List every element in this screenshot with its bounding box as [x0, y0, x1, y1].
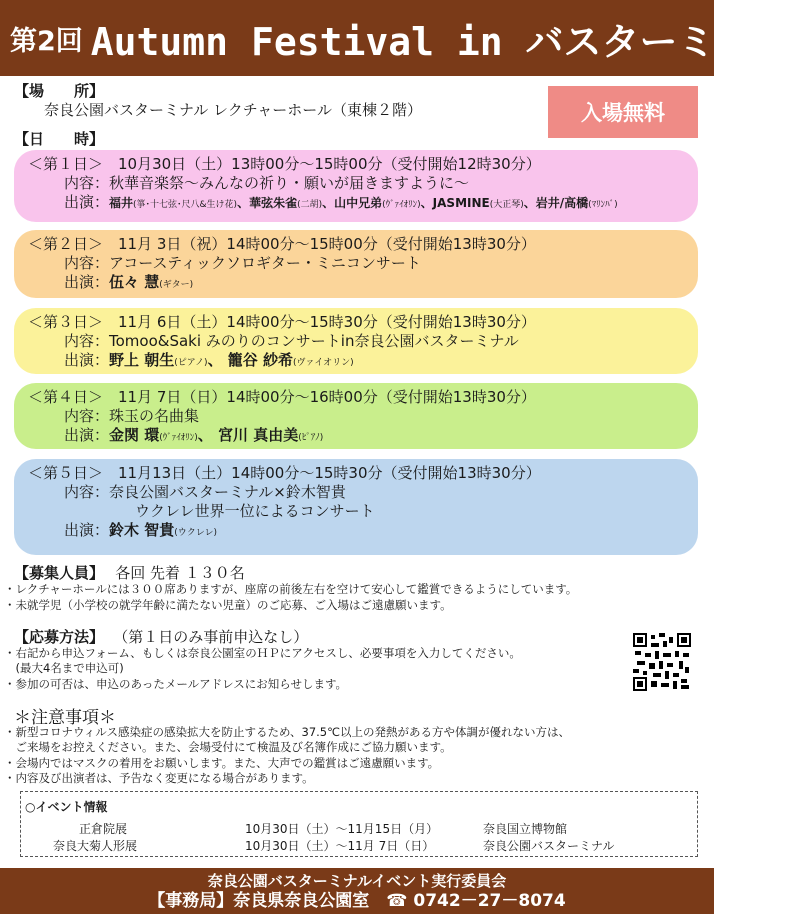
performer-name: 野上 朝生	[109, 351, 175, 369]
caution-note-2: ご来場をお控えください。また、会場受付にて検温及び名簿作成にご協力願います。	[4, 740, 452, 754]
apply-text: （第１日のみ事前申込なし）	[113, 628, 309, 646]
day-block-3	[14, 308, 698, 374]
apply-note-2: (最大4名まで申込可)	[4, 661, 124, 675]
content-text: アコースティックソロギター・ミニコンサート	[109, 254, 421, 272]
caution-note-3: ・会場内ではマスクの着用をお願いします。また、大声での鑑賞はご遠慮願います。	[4, 756, 440, 770]
performer-instrument: (ｳﾞｧｲｵﾘﾝ)	[159, 433, 198, 443]
content-text: 奈良公園バスターミナル×鈴木智貴	[109, 483, 346, 501]
performer-label: 出演：	[64, 273, 110, 291]
apply-note-1: ・右記から申込フォーム、もしくは奈良公園室のＨＰにアクセスし、必要事項を入力してください。	[4, 646, 521, 660]
performer-name: 福井	[109, 196, 134, 210]
caution-note-1: ・新型コロナウィルス感染症の感染拡大を防止するため、37.5℃以上の発熱がある方や体調が優れない方は、	[4, 725, 571, 739]
performer-instrument: (ｳﾞｧｲｵﾘﾝ)	[382, 200, 421, 210]
performer-label: 出演：	[64, 426, 110, 444]
performer-instrument: (ﾏﾘﾝﾊﾞ)	[588, 200, 618, 210]
day-title: ＜第３日＞ 11月 6日（土）14時00分～15時30分（受付開始13時30分）	[28, 313, 536, 331]
performer-name: 、岩井/高橋	[523, 196, 589, 210]
performer-label: 出演：	[64, 193, 110, 211]
caution-label: ＊注意事項＊	[14, 708, 116, 728]
header-title: Autumn Festival in バスターミナル	[90, 19, 790, 64]
performer-name: 鈴木 智貴	[109, 521, 175, 539]
performer-name: 伍々 慧	[109, 273, 160, 291]
performer-instrument: (ピアノ)	[174, 358, 208, 368]
recruit-note-2: ・未就学児（小学校の就学年齢に満たない児童）のご応募、ご入場はご遠慮願います。	[4, 598, 452, 612]
venue-label: 【場 所】	[14, 82, 105, 100]
admission-badge: 入場無料	[548, 86, 698, 138]
apply-note-3: ・参加の可否は、申込のあったメールアドレスにお知らせします。	[4, 677, 348, 691]
event-info-label: ○イベント情報	[25, 800, 108, 814]
performer-instrument: (ギター)	[159, 280, 194, 290]
content-text: 秋華音楽祭～みんなの祈り・願いが届きますように～	[109, 174, 470, 192]
day-block-4	[14, 383, 698, 449]
content-text: Tomoo&Saki みのりのコンサートin奈良公園バスターミナル	[109, 332, 519, 350]
footer-office: 【事務局】奈良県奈良公園室 ☎ 0742－27－8074	[148, 891, 566, 911]
day-block-2	[14, 230, 698, 298]
content-label: 内容：	[64, 407, 110, 425]
recruit-text: 各回 先着 １３０名	[115, 564, 245, 582]
caution-note-4: ・内容及び出演者は、予告なく変更になる場合があります。	[4, 771, 314, 785]
performer-name: 、山中兄弟	[322, 196, 383, 210]
day-block-1	[14, 150, 698, 222]
day-block-5	[14, 459, 698, 555]
content-label: 内容：	[64, 174, 110, 192]
recruit-note-1: ・レクチャーホールには３００席ありますが、座席の前後左右を空けて安心して鑑賞できるようにしています。	[4, 582, 578, 596]
apply-label: 【応募方法】	[14, 628, 105, 646]
performer-instrument: (ヴァイオリン)	[293, 358, 354, 368]
content-text: 珠玉の名曲集	[109, 407, 200, 425]
performer-name: 、 籠谷 紗希	[207, 351, 294, 369]
performer-instrument: (箏･十七弦･尺八&生け花)	[133, 200, 238, 210]
performer-name: 、 宮川 真由美	[197, 426, 299, 444]
event-date-2: 10月30日（土）～11月 7日（日）	[245, 839, 435, 853]
content-label: 内容：	[64, 254, 110, 272]
performer-label: 出演：	[64, 521, 110, 539]
performer-instrument: (ﾋﾟｱﾉ)	[298, 433, 324, 443]
recruit-label: 【募集人員】	[14, 564, 105, 582]
event-info-box	[20, 791, 698, 857]
apply-section	[14, 626, 308, 647]
content-text-2: ウクレレ世界一位によるコンサート	[135, 502, 375, 520]
venue-text: 奈良公園バスターミナル レクチャーホール（東棟２階）	[44, 101, 422, 119]
recruit-section	[14, 562, 245, 583]
performer-instrument: (二胡)	[297, 200, 323, 210]
qr-code-icon[interactable]	[633, 633, 691, 691]
event-place-1: 奈良国立博物館	[483, 822, 568, 836]
performer-name: 、JASMINE	[420, 196, 490, 210]
day-title: ＜第４日＞ 11月 7日（日）14時00分～16時00分（受付開始13時30分）	[28, 388, 536, 406]
performer-instrument: (ウクレレ)	[174, 528, 218, 538]
content-label: 内容：	[64, 483, 110, 501]
page-footer	[0, 868, 714, 914]
performer-name: 、華弦朱雀	[237, 196, 298, 210]
performer-label: 出演：	[64, 351, 110, 369]
event-place-2: 奈良公園バスターミナル	[483, 839, 615, 853]
content-label: 内容：	[64, 332, 110, 350]
day-title: ＜第５日＞ 11月13日（土）14時00分～15時30分（受付開始13時30分）	[28, 464, 541, 482]
day-title: ＜第１日＞ 10月30日（土）13時00分～15時00分（受付開始12時30分）	[28, 155, 541, 173]
event-name-2: 奈良大菊人形展	[53, 839, 138, 853]
performer-name: 金関 環	[109, 426, 160, 444]
schedule-label: 【日 時】	[14, 130, 105, 148]
footer-org: 奈良公園バスターミナルイベント実行委員会	[207, 872, 507, 890]
event-name-1: 正倉院展	[79, 822, 128, 836]
page-header	[0, 0, 790, 76]
performer-instrument: (大正琴)	[489, 200, 524, 210]
event-date-1: 10月30日（土）～11月15日（月）	[245, 822, 439, 836]
header-prefix: 第2回	[10, 25, 83, 57]
day-title: ＜第２日＞ 11月 3日（祝）14時00分～15時00分（受付開始13時30分）	[28, 235, 536, 253]
